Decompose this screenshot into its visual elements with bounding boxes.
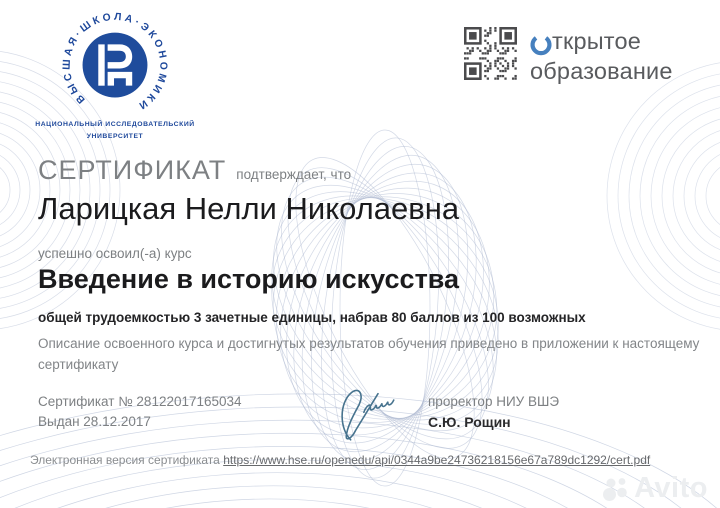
hse-ring-text: ВЫСШАЯ·ШКОЛА·ЭКОНОМИКИ xyxy=(61,11,169,113)
signer-name: С.Ю. Рощин xyxy=(428,414,511,431)
qr-code-icon xyxy=(464,27,517,80)
recipient-name: Ларицкая Нелли Николаевна xyxy=(38,191,460,226)
openedu-o-icon xyxy=(530,33,552,56)
avito-watermark-label: Avito xyxy=(634,472,708,504)
course-intro: успешно освоил(-а) курс xyxy=(38,246,192,261)
openedu-word2: образование xyxy=(530,58,673,84)
hse-emblem-icon xyxy=(56,8,174,126)
course-description: Описание освоенного курса и достигнутых результатов обучения приведено в приложении к настоящему сертификату xyxy=(38,336,700,372)
hse-logo xyxy=(26,8,204,142)
certificate-url-link[interactable]: https://www.hse.ru/openedu/api/0344a9be24736218156e67a789dc1292/cert.pdf xyxy=(223,453,651,467)
openedu-word1: ткрытое xyxy=(552,28,642,54)
signer-block xyxy=(428,392,559,433)
certificate-info xyxy=(38,392,242,433)
openedu-logo xyxy=(530,30,673,84)
footer-link-label: Электронная версия сертификата xyxy=(30,453,220,467)
course-title: Введение в историю искусства xyxy=(38,264,460,294)
signature-icon xyxy=(327,376,425,449)
avito-watermark xyxy=(602,472,708,505)
avito-logo-icon xyxy=(602,476,629,502)
title-row xyxy=(38,155,351,186)
certificate-title: СЕРТИФИКАТ xyxy=(38,155,227,185)
issue-date: Выдан 28.12.2017 xyxy=(38,414,151,430)
hse-subtitle-line1: НАЦИОНАЛЬНЫЙ ИССЛЕДОВАТЕЛЬСКИЙ xyxy=(35,121,195,128)
footer xyxy=(30,453,650,467)
certificate-number: Сертификат № 28122017165034 xyxy=(38,394,242,409)
certificate-title-note: подтверждает, что xyxy=(236,167,352,182)
hse-subtitle-line2: УНИВЕРСИТЕТ xyxy=(86,132,144,140)
course-result: общей трудоемкостью 3 зачетные единицы, набрав 80 баллов из 100 возможных xyxy=(38,310,586,325)
signer-position: проректор НИУ ВШЭ xyxy=(428,394,560,409)
